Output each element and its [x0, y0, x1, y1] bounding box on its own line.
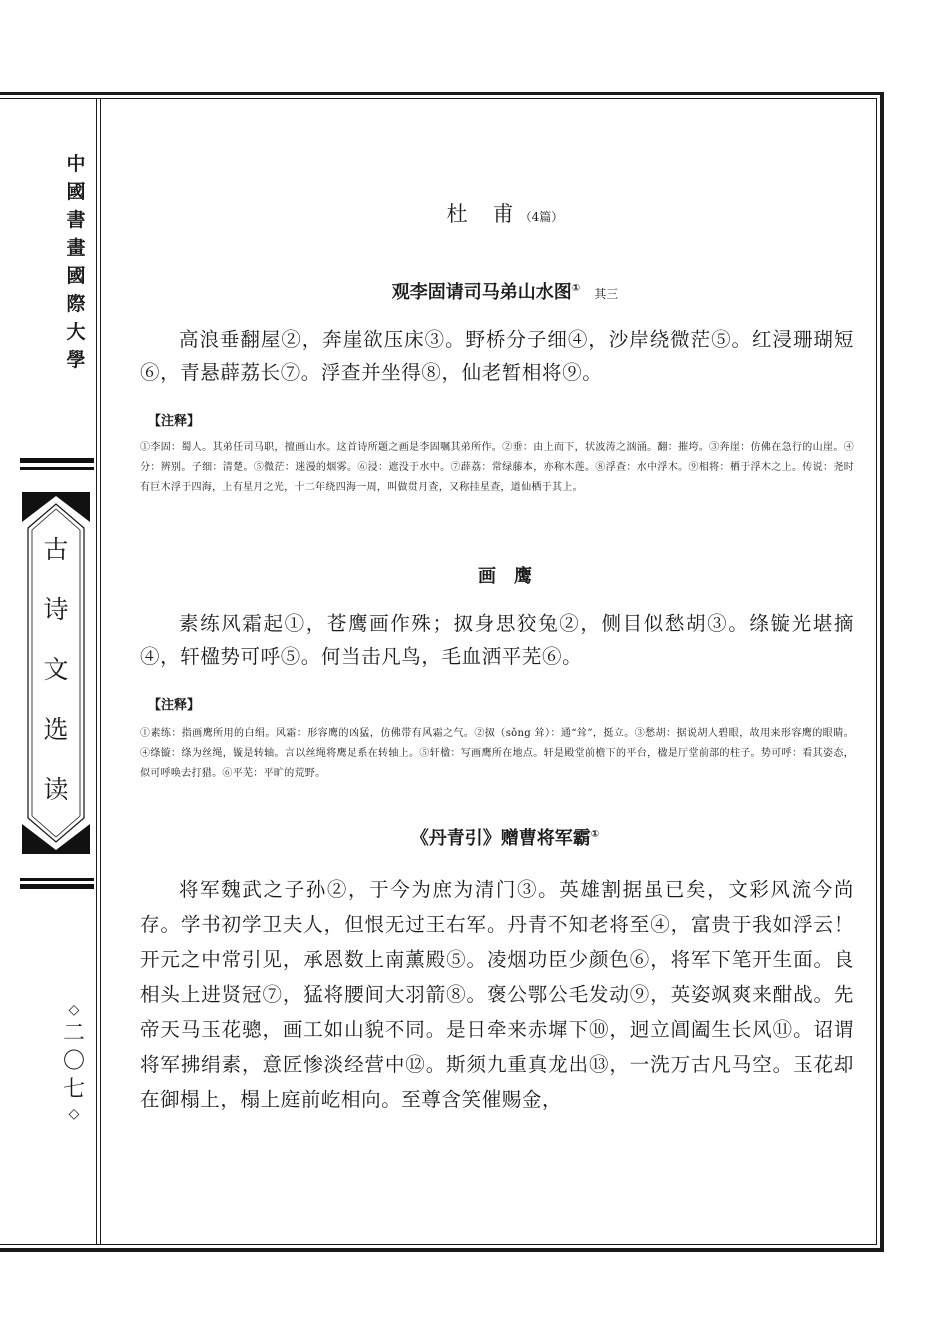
poem-title-text: 观李固请司马弟山水图	[391, 282, 572, 303]
page-number-char: 二	[62, 1021, 85, 1046]
series-char: 書	[66, 209, 86, 231]
notes-text: ①李固：蜀人。其弟任司马职，擅画山水。这首诗所题之画是李固嘱其弟所作。②垂：由上而下，状波涛之汹涌。翻：摧垮。③奔崖：仿佛在急行的山崖。④分：辨别。子细：清楚。⑤微茫：迷漫的烟雾。⑥浸：遮没于水中。⑦薜荔：常绿藤本，亦称木莲。⑧浮查：水中浮木。⑨相将：栖于浮木之上。传说：尧时有巨木浮于四海，上有星月之光，十二年绕四海一周，叫做贯月查，又称挂星查，道仙栖于其上。	[140, 442, 854, 493]
book-title	[22, 520, 90, 820]
book-title-char: 古	[43, 535, 69, 564]
footnote-mark: ①	[590, 829, 600, 840]
sidebar-band-top-2	[20, 467, 94, 470]
page-frame-inner-bottom	[0, 1244, 877, 1245]
book-title-char: 诗	[43, 595, 69, 624]
series-title	[58, 150, 94, 374]
series-char: 學	[66, 349, 86, 371]
poem-title-text: 画 鹰	[478, 566, 532, 587]
notes-text: ①素练：指画鹰所用的白绢。风霜：形容鹰的凶猛，仿佛带有风霜之气。②㧐（sǒng 耸）：通“耸”，挺立。③愁胡：据说胡人碧眼，故用来形容鹰的眼睛。④绦镟：绦为丝绳，镟是转轴。言以丝绳将鹰足系在转轴上。⑤轩楹：写画鹰所在地点。轩是殿堂前檐下的平台，楹是厅堂前部的柱子。势可呼：看其姿态，似可呼唤去打猎。⑥平芜：平旷的荒野。	[140, 728, 854, 779]
poem-text: 素练风霜起①，苍鹰画作殊；㧐身思狡兔②，侧目似愁胡③。绦镟光堪摘④，轩楹势可呼⑤。何当击凡鸟，毛血洒平芜⑥。	[140, 612, 854, 668]
diamond-icon: ◇	[68, 1002, 80, 1018]
notes-heading: 【注释】	[148, 414, 201, 429]
poem-text: 高浪垂翻屋②，奔崖欲压床③。野桥分子细④，沙岸绕微茫⑤。红浸珊瑚短⑥，青悬薜荔长⑦。浮查并坐得⑧，仙老暂相将⑨。	[140, 328, 854, 384]
book-title-char: 选	[43, 715, 69, 744]
page-number-char: 〇	[62, 1049, 85, 1074]
author-note: （4篇）	[519, 210, 564, 224]
poem-title	[130, 562, 880, 588]
series-char: 中	[66, 153, 86, 175]
sidebar-band-bottom-1	[20, 878, 94, 881]
notes-heading: 【注释】	[148, 698, 201, 713]
poem-text: 将军魏武之子孙②，于今为庶为清门③。英雄割据虽已矣，文彩风流今尚存。学书初学卫夫人，但恨无过王右军。丹青不知老将至④，富贵于我如浮云！开元之中常引见，承恩数上南薰殿⑤。凌烟功臣少颜色⑥，将军下笔开生面。良相头上进贤冠⑦，猛将腰间大羽箭⑧。褒公鄂公毛发动⑨，英姿飒爽来酣战。先帝天马玉花骢，画工如山貌不同。是日牵来赤墀下⑩，迥立阊阖生长风⑪。诏谓将军拂绢素，意匠惨淡经营中⑫。斯须九重真龙出⑬，一洗万古凡马空。玉花却在御榻上，榻上庭前屹相向。至尊含笑催赐金，	[140, 878, 854, 1111]
page-frame-inner-right	[876, 98, 877, 1245]
series-char: 畫	[66, 237, 86, 259]
page-number	[54, 1000, 94, 1124]
poem-subtitle: 其三	[594, 287, 619, 301]
poem-title-text: 《丹青引》赠曹将军霸	[410, 828, 591, 849]
sidebar-band-bottom-2	[20, 884, 94, 889]
series-char: 國	[66, 265, 86, 287]
sidebar-divider-inner	[100, 99, 101, 1244]
poem-title	[130, 278, 880, 304]
series-char: 大	[66, 321, 86, 343]
page-number-char: 七	[62, 1077, 85, 1102]
diamond-icon: ◇	[68, 1106, 80, 1122]
footnote-mark: ①	[571, 283, 581, 294]
series-char: 際	[66, 293, 86, 315]
author-heading	[130, 198, 880, 228]
author-name: 杜 甫	[446, 202, 516, 226]
series-char: 國	[66, 181, 86, 203]
page-frame-inner-top	[0, 98, 876, 99]
book-title-char: 读	[43, 775, 69, 804]
sidebar-divider	[96, 99, 97, 1244]
book-title-char: 文	[43, 655, 69, 684]
sidebar-band-top-1	[20, 458, 94, 463]
page-frame-top	[0, 92, 884, 95]
page-frame-bottom	[0, 1248, 884, 1252]
page-frame-right	[880, 92, 884, 1252]
poem-title	[130, 824, 880, 850]
